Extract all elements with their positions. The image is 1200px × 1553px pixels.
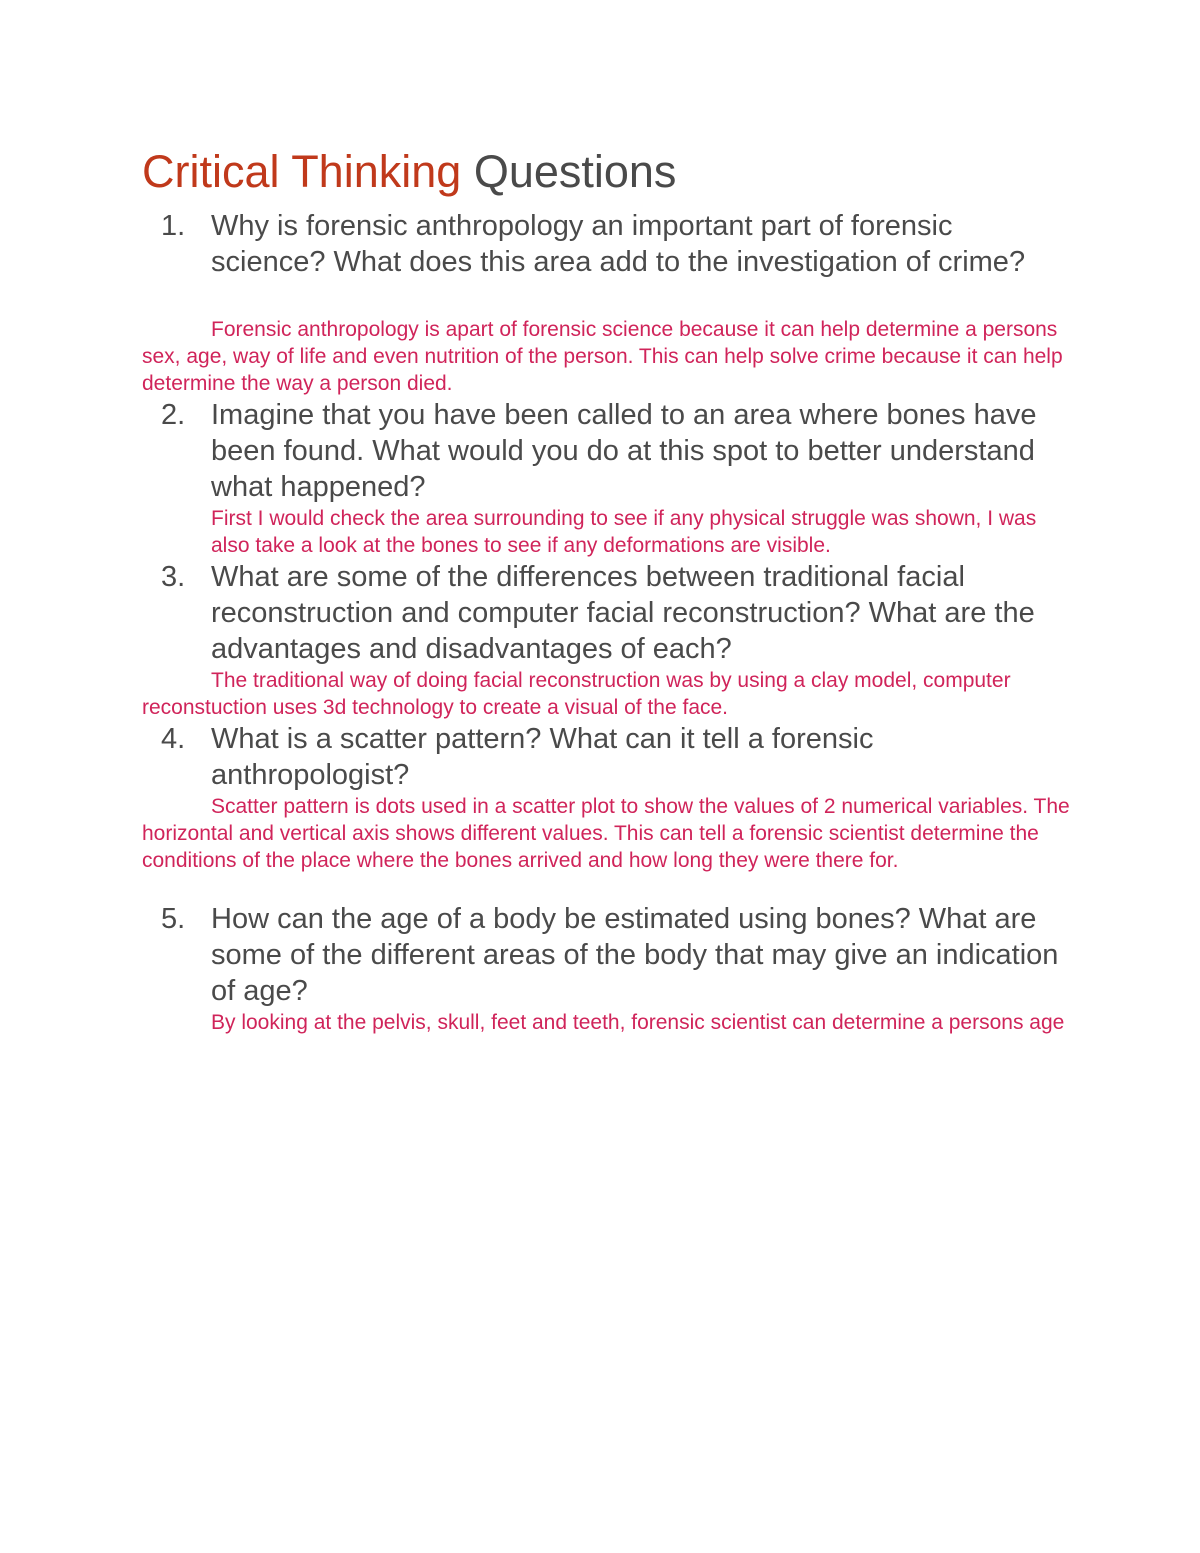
question-text: Why is forensic anthropology an important part of forensic science? What does this area add to the investigation of crime? (211, 210, 1026, 278)
question-text: How can the age of a body be estimated using bones? What are some of the different areas of the body that may give an indication of age? (211, 903, 1059, 1007)
page-title (142, 146, 676, 198)
question-number: 1. (161, 210, 186, 242)
question-text: Imagine that you have been called to an area where bones have been found. What would you do at this spot to better understand what happened? (211, 399, 1037, 503)
question-number: 4. (161, 723, 186, 755)
answer-text: First I would check the area surrounding to see if any physical struggle was shown, I was also take a look at the bones to see if any deformations are visible. (211, 507, 1037, 557)
question-text: What are some of the differences between traditional facial reconstruction and computer facial reconstruction? What are the advantages and disadvantages of each? (211, 561, 1035, 665)
answer-text: The traditional way of doing facial reconstruction was by using a clay model, computer reconstuction uses 3d technology to create a visual of the face. (142, 669, 1011, 719)
question-number: 5. (161, 903, 186, 935)
answer-text: Scatter pattern is dots used in a scatter plot to show the values of 2 numerical variables. The horizontal and vertical axis shows different values. This can tell a forensic scientist determine the conditions of the place where the bones arrived and how long they were there for. (142, 795, 1070, 872)
answer-text: By looking at the pelvis, skull, feet and teeth, forensic scientist can determine a persons age (211, 1011, 1065, 1034)
question-number: 2. (161, 399, 186, 431)
answer-text: Forensic anthropology is apart of forensic science because it can help determine a persons sex, age, way of life and even nutrition of the person. This can help solve crime because it can help determine the way a person died. (142, 318, 1063, 395)
title-rest: Questions (473, 146, 677, 197)
question-number: 3. (161, 561, 186, 593)
title-accent: Critical Thinking (142, 146, 462, 197)
question-text: What is a scatter pattern? What can it tell a forensic anthropologist? (211, 723, 874, 791)
